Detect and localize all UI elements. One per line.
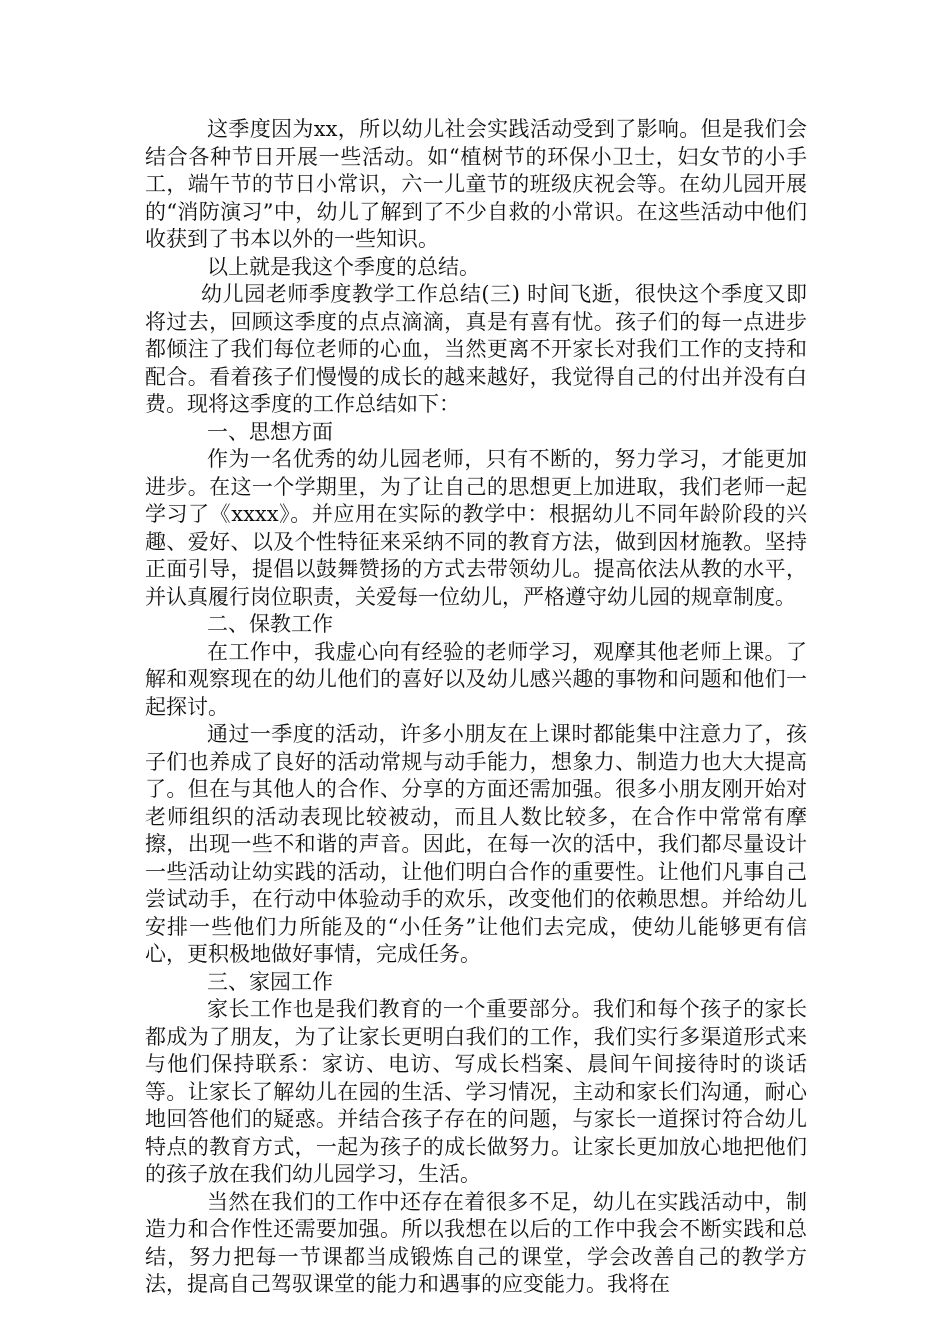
paragraph-care-education-1: 在工作中，我虚心向有经验的老师学习，观摩其他老师上课。了解和观察现在的幼儿他们的喜好以及幼儿感兴趣的事物和问题和他们一起探讨。: [145, 639, 807, 719]
paragraph-section-three-intro: 幼儿园老师季度教学工作总结(三) 时间飞逝，很快这个季度又即将过去，回顾这季度的点点滴滴，真是有喜有忧。孩子们的每一点进步都倾注了我们每位老师的心血，当然更离不开家长对我们工作的支持和配合。看着孩子们慢慢的成长的越来越好，我觉得自己的付出并没有白费。现将这季度的工作总结如下：: [145, 282, 807, 416]
paragraph-intro-activities: 这季度因为xx，所以幼儿社会实践活动受到了影响。但是我们会结合各种节日开展一些活动。如“植树节的环保小卫士，妇女节的小手工，端午节的节日小常识，六一儿童节的班级庆祝会等。在幼儿园开展的“消防演习”中，幼儿了解到了不少自救的小常识。在这些活动中他们收获到了书本以外的一些知识。: [145, 117, 807, 251]
paragraph-shortcomings: 当然在我们的工作中还存在着很多不足，幼儿在实践活动中，制造力和合作性还需要加强。所以我想在以后的工作中我会不断实践和总结，努力把每一节课都当成锻炼自己的课堂，学会改善自己的教学方法，提高自己驾驭课堂的能力和遇事的应变能力。我将在: [145, 1189, 807, 1296]
paragraph-home-school: 家长工作也是我们教育的一个重要部分。我们和每个孩子的家长都成为了朋友，为了让家长更明白我们的工作，我们实行多渠道形式来与他们保持联系：家访、电访、写成长档案、晨间午间接待时的谈话等。让家长了解幼儿在园的生活、学习情况，主动和家长们沟通，耐心地回答他们的疑惑。并结合孩子存在的问题，与家长一道探讨符合幼儿特点的教育方式，一起为孩子的成长做努力。让家长更加放心地把他们的孩子放在我们幼儿园学习，生活。: [145, 997, 807, 1186]
paragraph-summary-note: 以上就是我这个季度的总结。: [207, 254, 480, 279]
document-page: [145, 116, 807, 1299]
heading-thought: 一、思想方面: [207, 419, 333, 444]
paragraph-thought: 作为一名优秀的幼儿园老师，只有不断的，努力学习，才能更加进步。在这一个学期里，为了让自己的思想更上加进取，我们老师一起学习了《xxxx》。并应用在实际的教学中：根据幼儿不同年龄阶段的兴趣、爱好、以及个性特征来采纳不同的教育方法，做到因材施教。坚持正面引导，提倡以鼓舞赞扬的方式去带领幼儿。提高依法从教的水平，并认真履行岗位职责，关爱每一位幼儿，严格遵守幼儿园的规章制度。: [145, 447, 807, 609]
heading-care-education: 二、保教工作: [207, 612, 333, 636]
paragraph-care-education-2: 通过一季度的活动，许多小朋友在上课时都能集中注意力了，孩子们也养成了良好的活动常规与动手能力，想象力、制造力也大大提高了。但在与其他人的合作、分享的方面还需加强。很多小朋友刚开始对老师组织的活动表现比较被动，而且人数比较多，在合作中常常有摩擦，出现一些不和谐的声音。因此，在每一次的活中，我们都尽量设计一些活动让幼实践的活动，让他们明白合作的重要性。让他们凡事自己尝试动手，在行动中体验动手的欢乐，改变他们的依赖思想。并给幼儿安排一些他们力所能及的“小任务”让他们去完成，使幼儿能够更有信心，更积极地做好事情，完成任务。: [145, 722, 807, 966]
heading-home-school: 三、家园工作: [207, 969, 333, 994]
